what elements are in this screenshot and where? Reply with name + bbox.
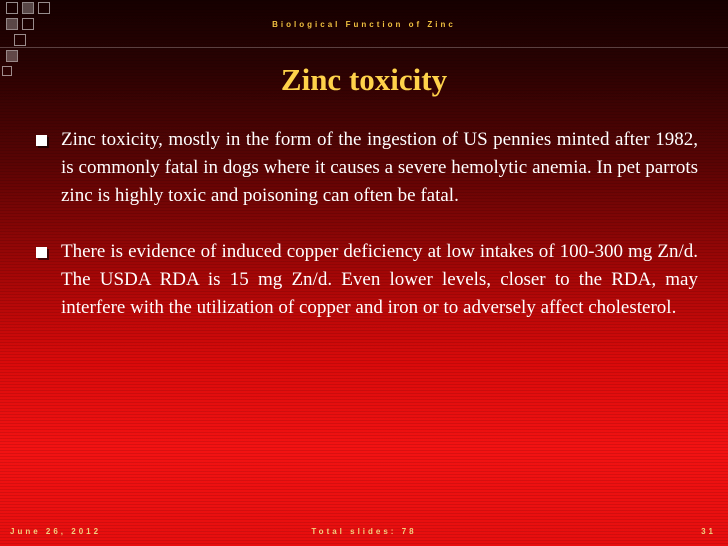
list-item bbox=[32, 126, 698, 210]
decorative-square bbox=[6, 50, 18, 62]
bullet-list bbox=[32, 126, 698, 350]
bullet-text: There is evidence of induced copper deficiency at low intakes of 100-300 mg Zn/d. The USDA RDA is 15 mg Zn/d. Even lower levels, closer to the RDA, may interfere with the utilization of copper and iron or to adversely affect cholesterol. bbox=[61, 241, 698, 318]
header-divider bbox=[0, 47, 728, 48]
decorative-square bbox=[14, 34, 26, 46]
decorative-square bbox=[6, 2, 18, 14]
square-bullet-icon bbox=[36, 135, 47, 146]
footer-date: June 26, 2012 bbox=[10, 527, 102, 536]
footer-total-slides: Total slides: 78 bbox=[311, 527, 417, 536]
decorative-square bbox=[38, 2, 50, 14]
page-number: 31 bbox=[701, 527, 716, 536]
decorative-square bbox=[22, 2, 34, 14]
list-item bbox=[32, 238, 698, 322]
square-bullet-icon bbox=[36, 247, 47, 258]
slide-title: Zinc toxicity bbox=[280, 62, 448, 97]
bullet-text: Zinc toxicity, mostly in the form of the ingestion of US pennies minted after 1982, is commonly fatal in dogs where it causes a severe hemolytic anemia. In pet parrots zinc is highly toxic and poisoning can often be fatal. bbox=[61, 129, 698, 206]
slide-header: Biological Function of Zinc bbox=[272, 20, 456, 29]
